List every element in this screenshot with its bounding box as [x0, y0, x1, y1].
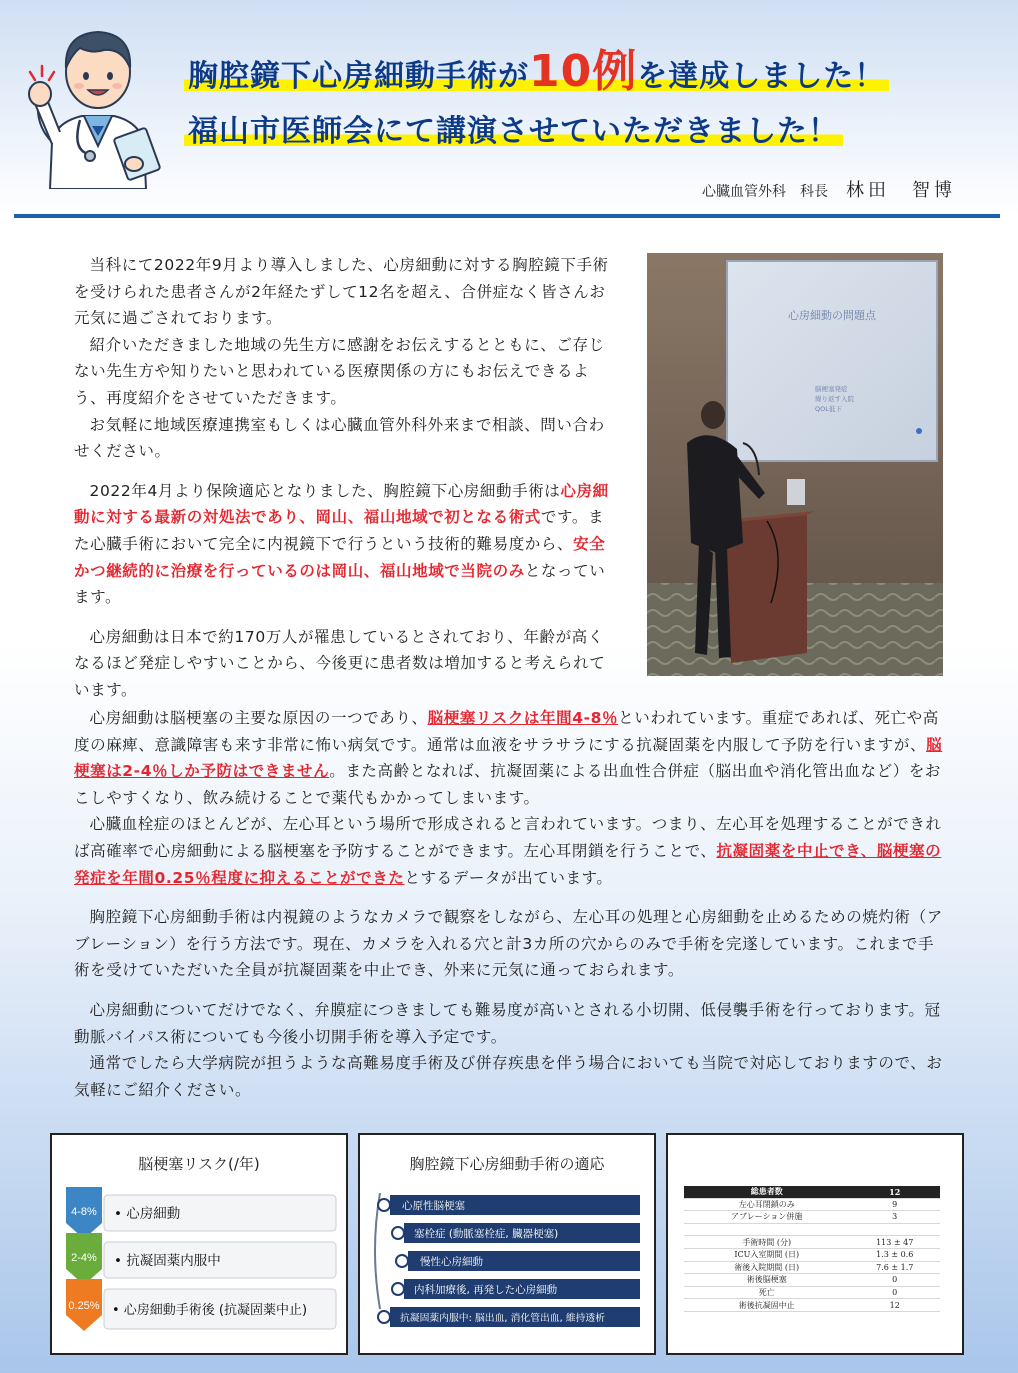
paragraph-4-highlight-2: 安全かつ継続的に治療を行っているのは岡山、福山地域で当院のみ	[74, 534, 606, 580]
table-cell-label: 手術時間 (分)	[684, 1236, 849, 1249]
lecture-photo-drawing	[647, 253, 943, 676]
title-line-2	[184, 112, 843, 152]
slide-bullet-3: QOL低下	[815, 405, 842, 413]
table-cell-label: 左心耳閉鎖のみ	[684, 1198, 849, 1211]
risk-row-3	[66, 1279, 336, 1331]
table-cell-value: 3	[849, 1211, 940, 1224]
paragraph-4	[74, 478, 614, 611]
table-cell-value: 12	[849, 1186, 940, 1198]
paragraph-6-c: 。また高齢となれば、抗凝固薬による出血性合併症（脳出血や消化管出血など）をおこしやすくなり、飲み続けることで薬代もかかってしまいます。	[74, 762, 942, 807]
indication-text-3: 慢性心房細動	[420, 1256, 483, 1268]
paragraph-2: 紹介いただきました地域の先生方に感謝をお伝えするとともに、ご存じない先生方や知りたいと思われている医療関係の方にもお伝えできるよう、再度紹介をさせていただきます。	[74, 335, 605, 407]
risk-pct-2: 2-4%	[71, 1252, 97, 1264]
paragraph-3: お気軽に地域医療連携室もしくは心臓血管外科外来まで相談、問い合わせください。	[74, 415, 605, 461]
paragraph-6-a: 心房細動は脳梗塞の主要な原因の一つであり、	[89, 709, 428, 727]
paragraph-4-c: となっています。	[74, 561, 606, 607]
paragraph-6-highlight-1: 脳梗塞リスクは年間4-8％	[427, 709, 619, 727]
slide-title: 心房細動の問題点	[788, 309, 876, 322]
table-cell-label	[684, 1223, 849, 1236]
table-cell-value: 1.3 ± 0.6	[849, 1248, 940, 1261]
stroke-risk-title: 脳梗塞リスク(/年)	[138, 1155, 260, 1173]
indication-item-2	[392, 1223, 640, 1243]
indications-title: 胸腔鏡下心房細動手術の適応	[409, 1155, 605, 1173]
table-cell-label: 術後脳梗塞	[684, 1274, 849, 1287]
table-cell-value: 113 ± 47	[849, 1236, 940, 1249]
paragraph-5: 心房細動は日本で約170万人が罹患しているとされており、年齢が高くなるほど発症しやすいことから、今後更に患者数は増加すると考えられています。	[74, 627, 606, 699]
article-text-upper	[74, 252, 614, 704]
table-row	[684, 1274, 940, 1287]
risk-row-2	[66, 1233, 336, 1285]
indication-item-1	[378, 1195, 640, 1215]
paragraph-7-highlight: 抗凝固薬を中止でき、脳梗塞の発症を年間0.25％程度に抑えることができた	[74, 841, 942, 887]
stroke-risk-panel	[50, 1133, 348, 1355]
table-cell-label: ICU入室期間 (日)	[684, 1248, 849, 1261]
indication-item-4	[392, 1279, 640, 1299]
author-name: 林田 智博	[846, 180, 956, 201]
author-department: 心臓血管外科 科長	[702, 184, 828, 200]
risk-label-2: • 抗凝固薬内服中	[114, 1253, 221, 1269]
table-row	[684, 1223, 940, 1236]
outcomes-table	[684, 1186, 940, 1312]
table-row	[684, 1286, 940, 1299]
indication-item-5	[378, 1307, 640, 1327]
risk-label-1: • 心房細動	[114, 1206, 181, 1222]
table-cell-label: 総患者数	[684, 1186, 849, 1198]
table-row	[684, 1186, 940, 1198]
table-cell-value: 7.6 ± 1.7	[849, 1261, 940, 1274]
table-cell-label: アブレーション併施	[684, 1211, 849, 1224]
paragraph-6	[74, 705, 946, 811]
table-row	[684, 1211, 940, 1224]
table-cell-value	[849, 1223, 940, 1236]
paragraph-6-highlight-2: 脳梗塞は2-4％しか予防はできません	[74, 735, 943, 781]
slide-bullet-1: 脳梗塞発症	[815, 385, 848, 393]
article-text-lower	[74, 705, 946, 1103]
risk-row-1	[66, 1187, 336, 1239]
risk-pct-1: 4-8%	[71, 1206, 97, 1218]
paragraph-4-highlight-1: 心房細動に対する最新の対処法であり、岡山、福山地域で初となる術式	[74, 481, 609, 527]
outcomes-panel	[666, 1133, 964, 1355]
table-cell-value: 0	[849, 1286, 940, 1299]
table-row	[684, 1236, 940, 1249]
lecture-photo	[647, 253, 943, 676]
indication-text-4: 内科加療後, 再発した心房細動	[414, 1284, 558, 1296]
paragraph-4-b: です。また心臓手術において完全に内視鏡下で行うという技術的難易度から、	[74, 508, 605, 553]
table-cell-value: 0	[849, 1274, 940, 1287]
title2-text: 福山市医師会にて講演させていただきました！	[184, 114, 843, 149]
paragraph-7-b: とするデータが出ています。	[404, 868, 613, 887]
risk-pct-3: 0.25%	[68, 1300, 100, 1312]
paragraph-6-b: といわれています。重症であれば、死亡や高度の麻痺、意識障害も来す非常に怖い病気です。通常は血液をサラサラにする抗凝固薬を内服して予防を行いますが、	[74, 709, 939, 754]
indication-text-5: 抗凝固薬内服中: 脳出血, 消化管出血, 維持透析	[400, 1313, 606, 1324]
doctor-illustration	[22, 14, 172, 189]
indication-text-1: 心原性脳梗塞	[402, 1200, 465, 1212]
table-cell-label: 術後入院期間 (日)	[684, 1261, 849, 1274]
paragraph-1: 当科にて2022年9月より導入しました、心房細動に対する胸腔鏡下手術を受けられた患者さんが2年経たずして12名を超え、合併症なく皆さんお元気に過ごされております。	[74, 256, 609, 328]
indication-text-2: 塞栓症 (動脈塞栓症, 臓器梗塞)	[414, 1228, 559, 1240]
header-rule	[14, 214, 1000, 218]
paragraph-9: 心房細動についてだけでなく、弁膜症につきましても難易度が高いとされる小切開、低侵襲手術を行っております。冠動脈バイパス術についても今後小切開手術を導入予定です。	[74, 1000, 941, 1046]
table-cell-value: 12	[849, 1299, 940, 1312]
author	[702, 176, 956, 202]
slide-bullet-2: 繰り返す入院	[815, 395, 854, 403]
table-row	[684, 1198, 940, 1211]
paragraph-7-a: 心臓血栓症のほとんどが、左心耳という場所で形成されると言われています。つまり、左心耳を処理することができれば高確率で心房細動による脳梗塞を予防することができます。左心耳閉鎖を行うことで、	[74, 815, 942, 860]
stroke-risk-graphic	[52, 1135, 346, 1353]
table-row	[684, 1248, 940, 1261]
title1-number: 10例	[529, 46, 638, 97]
risk-label-3: • 心房細動手術後 (抗凝固薬中止)	[112, 1303, 308, 1318]
table-cell-value: 9	[849, 1198, 940, 1211]
indications-panel	[358, 1133, 656, 1355]
table-cell-label: 術後抗凝固中止	[684, 1299, 849, 1312]
paragraph-7	[74, 811, 946, 891]
paragraph-4-a: 2022年4月より保険適応となりました、胸腔鏡下心房細動手術は	[89, 481, 561, 500]
title-line-1	[184, 46, 889, 97]
paragraph-8: 胸腔鏡下心房細動手術は内視鏡のようなカメラで観察をしながら、左心耳の処理と心房細動を止めるための焼灼術（アブレーション）を行う方法です。現在、カメラを入れる穴と計3カ所の穴からのみで手術を完遂しています。これまで手術を受けていただいた全員が抗凝固薬を中止でき、外来に元気に通っておられます。	[74, 908, 943, 980]
title1-pre: 胸腔鏡下心房細動手術が	[188, 59, 529, 94]
title1-post: を達成しました！	[637, 59, 886, 94]
indication-item-3	[396, 1251, 640, 1271]
table-row	[684, 1299, 940, 1312]
table-cell-label: 死亡	[684, 1286, 849, 1299]
paragraph-10: 通常でしたら大学病院が担うような高難易度手術及び併存疾患を伴う場合においても当院で対応しておりますので、お気軽にご紹介ください。	[74, 1054, 943, 1099]
table-row	[684, 1261, 940, 1274]
indications-graphic	[360, 1135, 654, 1353]
